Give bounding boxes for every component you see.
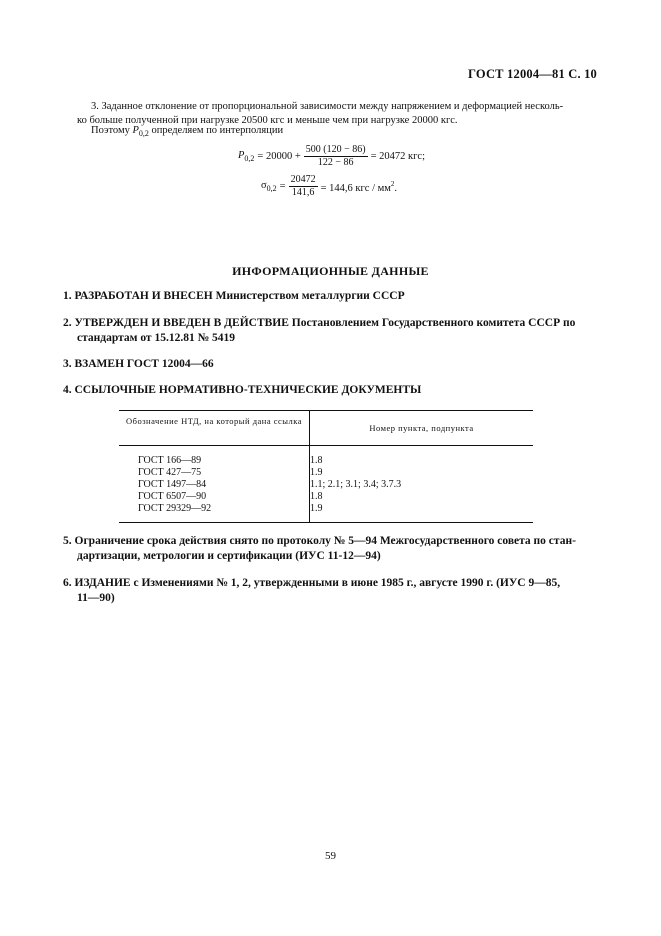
interpolation-prefix: Поэтому [91, 125, 130, 136]
info-item-4 [63, 383, 603, 398]
formula-sigma-denominator: 141,6 [291, 187, 315, 198]
table-cell: ГОСТ 6507—90 [138, 491, 207, 502]
table-cell: ГОСТ 1497—84 [138, 479, 207, 490]
formula-p02-result: = 20472 кгс; [370, 151, 425, 162]
formula-p02-eq-prefix: = 20000 + [257, 151, 301, 162]
info-item-6-line-2: 11—90) [77, 592, 115, 604]
references-table [119, 410, 533, 523]
info-item-1-text: 1. РАЗРАБОТАН И ВНЕСЕН Министерством металлургии СССР [63, 290, 405, 302]
formula-p02-symbol: P [238, 150, 245, 161]
formula-sigma-sup: 2 [390, 179, 395, 188]
info-item-3-text: 3. ВЗАМЕН ГОСТ 12004—66 [63, 358, 214, 370]
info-item-4-text: 4. ССЫЛОЧНЫЕ НОРМАТИВНО-ТЕХНИЧЕСКИЕ ДОКУМЕНТЫ [63, 384, 422, 396]
info-item-5-line-1: 5. Ограничение срока действия снято по протоколу № 5—94 Межгосударственного совета по стан- [63, 535, 576, 547]
interpolation-symbol-sub: 0,2 [138, 129, 149, 138]
info-item-2-line-1: 2. УТВЕРЖДЕН И ВВЕДЕН В ДЕЙСТВИЕ Постановлением Государственного комитета СССР по [63, 317, 576, 329]
page-number: 59 [325, 850, 336, 862]
table-cell: 1.8 [310, 491, 323, 502]
document-header: ГОСТ 12004—81 С. 10 [468, 67, 597, 81]
table-cell: 1.8 [310, 455, 323, 466]
paragraph-3-line-1: 3. Заданное отклонение от пропорциональной зависимости между напряжением и деформацией несколь- [91, 101, 564, 112]
formula-sigma-end: . [394, 182, 398, 194]
table-header [119, 411, 533, 446]
paragraph-3 [77, 100, 599, 127]
formula-sigma-numerator: 20472 [290, 174, 316, 185]
table-header-designation: Обозначение НТД, на который дана ссылка [119, 411, 310, 445]
info-section-title: ИНФОРМАЦИОННЫЕ ДАННЫЕ [232, 264, 429, 278]
info-item-5 [63, 534, 603, 564]
table-cell: 1.9 [310, 467, 323, 478]
formula-p02-numerator: 500 (120 − 86) [305, 144, 366, 155]
table-cell: 1.9 [310, 503, 323, 514]
table-cell: 1.1; 2.1; 3.1; 3.4; 3.7.3 [310, 479, 402, 490]
table-column-clause [310, 446, 533, 522]
paragraph-3-interpolation [91, 124, 613, 141]
table-cell: ГОСТ 29329—92 [138, 503, 212, 514]
info-item-2-line-2: стандартам от 15.12.81 № 5419 [77, 332, 236, 344]
table-cell: ГОСТ 166—89 [138, 455, 202, 466]
info-item-5-line-2: дартизации, метрологии и сертификации (ИУС 11-12—94) [77, 550, 381, 562]
formula-sigma-fraction [289, 174, 318, 199]
formula-sigma-sub: 0,2 [266, 184, 277, 193]
info-item-2 [63, 316, 603, 346]
interpolation-suffix: определяем по интерполяции [151, 125, 284, 136]
interpolation-symbol: P [132, 125, 139, 136]
formula-sigma-symbol: σ [261, 180, 267, 191]
formula-sigma02 [261, 174, 397, 199]
info-item-3 [63, 357, 603, 372]
info-item-1 [63, 289, 603, 304]
formula-p02-sub: 0,2 [244, 154, 255, 163]
info-item-6-line-1: 6. ИЗДАНИЕ с Изменениями № 1, 2, утвержденными в июне 1985 г., августе 1990 г. (ИУС 9—85, [63, 577, 561, 589]
formula-sigma-eq: = [279, 181, 286, 192]
formula-sigma-result: = 144,6 кгс / мм [320, 182, 391, 194]
table-column-designation [119, 446, 310, 522]
info-item-6 [63, 576, 603, 606]
formula-p02-fraction [304, 144, 368, 169]
table-body [119, 446, 533, 522]
formula-p02-denominator: 122 − 86 [317, 157, 354, 168]
formula-p02 [238, 144, 425, 169]
table-cell: ГОСТ 427—75 [138, 467, 202, 478]
table-header-clause: Номер пункта, подпункта [369, 423, 474, 433]
paragraph-3-line-2: ко больше полученной при нагрузке 20500 кгс и меньше чем при нагрузке 20000 кгс. [77, 114, 458, 126]
